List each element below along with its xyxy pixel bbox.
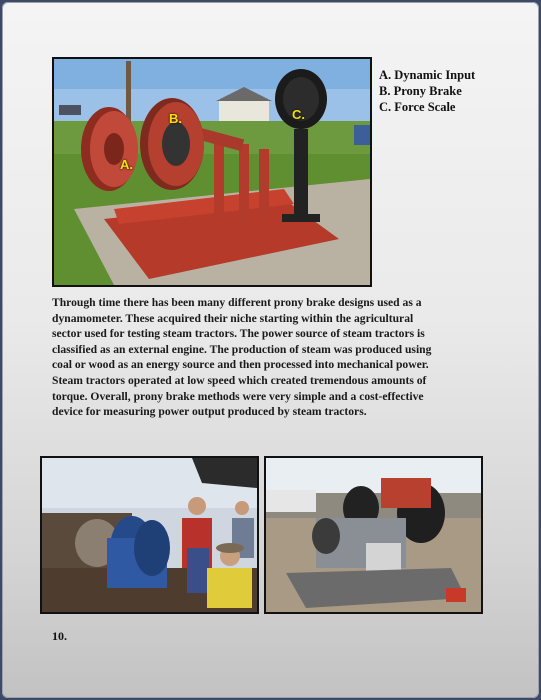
dynamometer-setup-image bbox=[266, 458, 481, 612]
photo-legend bbox=[379, 67, 475, 115]
paragraph-line: dynamometer. These acquired their niche starting within the agricultural bbox=[52, 311, 414, 325]
page-number: 10. bbox=[52, 629, 67, 643]
paragraph-line: classified as an external engine. The production of steam was produced using bbox=[52, 342, 432, 356]
dynamometer-setup-photo bbox=[264, 456, 483, 614]
label-prony-brake: B. bbox=[169, 111, 182, 126]
label-force-scale: C. bbox=[292, 107, 305, 122]
paragraph-line: Through time there has been many different prony brake designs used as a bbox=[52, 296, 422, 309]
prony-brake-image bbox=[54, 59, 370, 285]
label-dynamic-input: A. bbox=[120, 157, 133, 172]
prony-brake-photo bbox=[52, 57, 372, 287]
legend-item-force-scale: C. Force Scale bbox=[379, 100, 456, 114]
legend-item-prony-brake: B. Prony Brake bbox=[379, 84, 462, 98]
paragraph-line: coal or wood as an energy source and then processed into mechanical power. bbox=[52, 358, 429, 372]
body-paragraph bbox=[52, 295, 488, 420]
legend-item-dynamic-input: A. Dynamic Input bbox=[379, 68, 476, 82]
paragraph-line: sector used for testing steam tractors. The power source of steam tractors is bbox=[52, 327, 425, 341]
paragraph-line: device for measuring power output produced by steam tractors. bbox=[52, 405, 367, 419]
document-page bbox=[2, 2, 539, 698]
steam-tractor-testing-image bbox=[42, 458, 257, 612]
steam-tractor-testing-photo bbox=[40, 456, 259, 614]
paragraph-line: torque. Overall, prony brake methods were very simple and a cost-effective bbox=[52, 389, 424, 403]
paragraph-line: Steam tractors operated at low speed which created tremendous amounts of bbox=[52, 373, 427, 387]
